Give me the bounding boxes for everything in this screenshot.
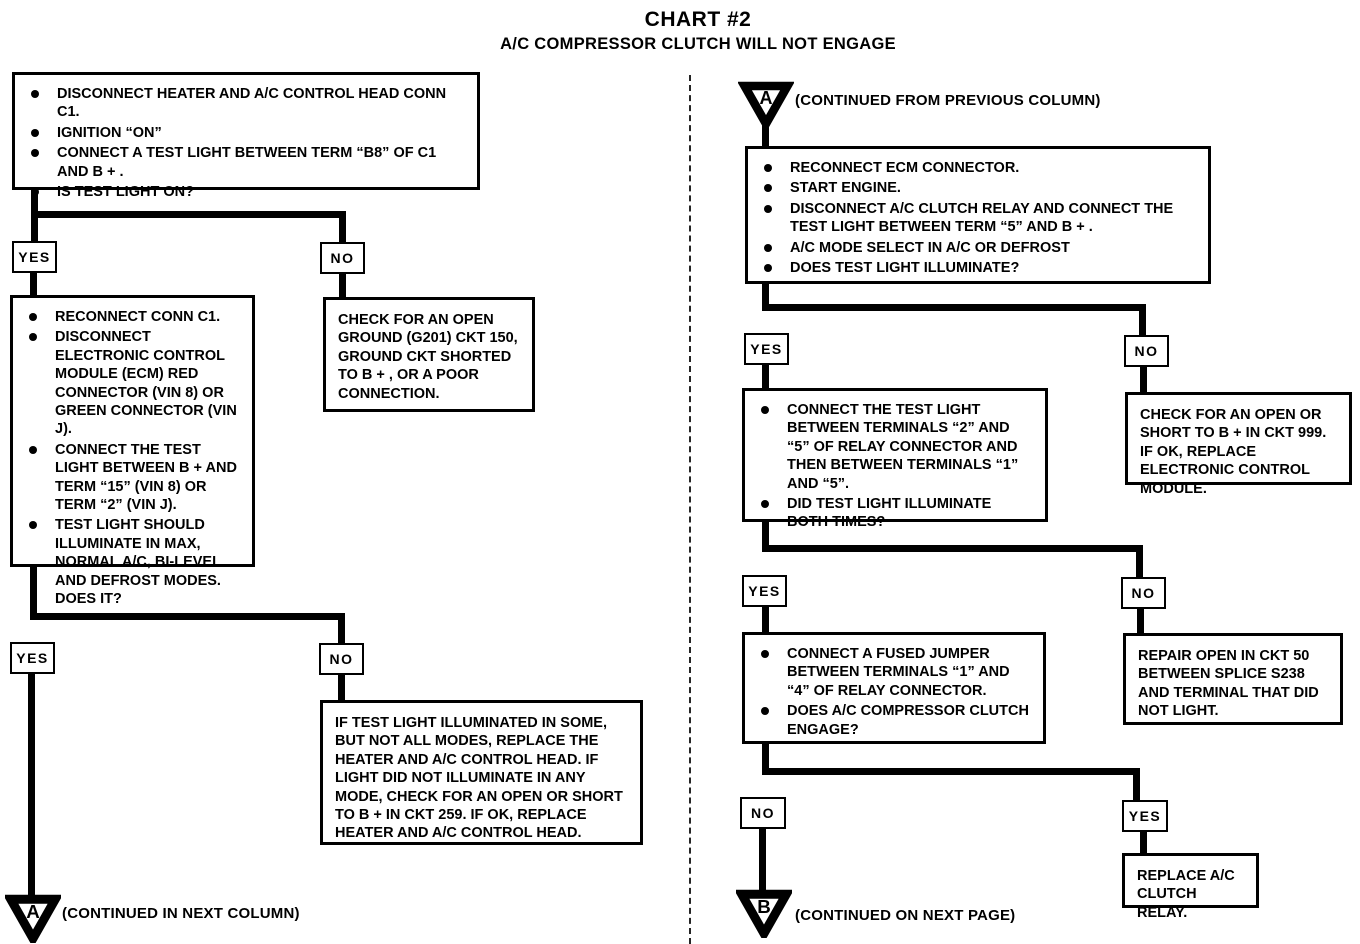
flow-line — [1139, 304, 1146, 336]
bullet-item — [757, 495, 1035, 532]
flow-line — [1133, 768, 1140, 802]
page-title: CHART #2 — [644, 8, 752, 31]
bullet-icon — [29, 446, 37, 454]
yes-label: YES — [742, 575, 787, 607]
connector-b-triangle — [736, 888, 792, 938]
action-box-replace-control-head: IF TEST LIGHT ILLUMINATED IN SOME, BUT NOT ALL MODES, REPLACE THE HEATER AND A/C CONTROL HEAD. IF LIGHT DID NOT ILLUMINATE IN ANY MODE, CHECK FOR AN OPEN OR SHORT TO B + IN CKT 259. IF OK, REPLACE HEATER AND A/C CONTROL HEAD. — [320, 700, 643, 845]
bullet-text: DID TEST LIGHT ILLUMINATE BOTH TIMES? — [787, 496, 992, 531]
connector-a-triangle — [5, 893, 61, 943]
bullet-item — [27, 144, 467, 181]
flow-line — [30, 273, 37, 297]
yes-label: YES — [1122, 800, 1168, 832]
bullet-text: DOES TEST LIGHT ILLUMINATE? — [790, 260, 1020, 277]
bullet-item — [25, 308, 242, 326]
bullet-icon — [764, 264, 772, 272]
connector-b-letter: B — [757, 896, 771, 917]
flow-line — [762, 365, 769, 389]
step-box-relay-connector-test — [742, 388, 1048, 531]
flow-line — [339, 211, 346, 244]
connector-a-letter: A — [759, 88, 773, 108]
bullet-icon — [29, 333, 37, 341]
bullet-item — [27, 85, 467, 122]
bullet-item — [25, 516, 242, 608]
bullet-icon — [31, 129, 39, 137]
bullet-text: DOES A/C COMPRESSOR CLUTCH ENGAGE? — [787, 703, 1029, 738]
connector-a-letter: A — [26, 901, 40, 922]
flow-line — [1140, 832, 1147, 855]
bullet-item — [760, 159, 1198, 177]
bullet-text: IS TEST LIGHT ON? — [57, 184, 194, 201]
bullet-icon — [31, 149, 39, 157]
action-box-repair-ckt-50: REPAIR OPEN IN CKT 50 BETWEEN SPLICE S238 AND TERMINAL THAT DID NOT LIGHT. — [1123, 633, 1343, 725]
step-box-ecm-test-light — [10, 295, 255, 608]
bullet-text: RECONNECT CONN C1. — [55, 309, 221, 325]
action-box-replace-clutch-relay: REPLACE A/C CLUTCH RELAY. — [1122, 853, 1259, 908]
flow-line — [762, 304, 1146, 311]
flow-line — [1137, 609, 1144, 635]
flow-line — [762, 607, 769, 632]
no-label: NO — [319, 643, 364, 675]
flow-line — [1140, 367, 1147, 393]
step-box-fused-jumper — [742, 632, 1046, 744]
bullet-item — [757, 645, 1033, 700]
bullet-item — [27, 183, 467, 201]
flow-line — [28, 674, 35, 902]
bullet-text: CONNECT THE TEST LIGHT BETWEEN TERMINALS “2” AND “5” OF RELAY CONNECTOR AND THEN BETWEEN TERMINALS “1” AND “5”. — [787, 402, 1019, 492]
flow-line — [1136, 545, 1143, 579]
bullet-text: RECONNECT ECM CONNECTOR. — [790, 160, 1020, 176]
flow-line — [338, 613, 345, 645]
continued-in-next-column-label: (CONTINUED IN NEXT COLUMN) — [62, 905, 300, 922]
flow-line — [759, 829, 766, 894]
bullet-text: DISCONNECT HEATER AND A/C CONTROL HEAD CONN C1. — [57, 86, 447, 121]
bullet-icon — [764, 184, 772, 192]
bullet-icon — [764, 164, 772, 172]
action-box-ckt-999: CHECK FOR AN OPEN OR SHORT TO B + IN CKT 999. IF OK, REPLACE ELECTRONIC CONTROL MODULE. — [1125, 392, 1352, 485]
page-subtitle: A/C COMPRESSOR CLUTCH WILL NOT ENGAGE — [500, 35, 896, 53]
flow-line — [762, 545, 1143, 552]
yes-label: YES — [10, 642, 55, 674]
action-box-check-open-ground: CHECK FOR AN OPEN GROUND (G201) CKT 150, GROUND CKT SHORTED TO B + , OR A POOR CONNECTION. — [323, 297, 535, 412]
flow-line — [338, 675, 345, 702]
bullet-icon — [764, 244, 772, 252]
bullet-item — [760, 239, 1198, 257]
bullet-icon — [29, 313, 37, 321]
no-label: NO — [1124, 335, 1169, 367]
bullet-icon — [764, 205, 772, 213]
title-block — [36, 8, 1360, 54]
flow-line — [31, 211, 346, 218]
bullet-text: CONNECT A TEST LIGHT BETWEEN TERM “B8” OF C1 AND B + . — [57, 145, 437, 180]
bullet-icon — [761, 707, 769, 715]
bullet-icon — [761, 650, 769, 658]
bullet-text: START ENGINE. — [790, 180, 901, 197]
flow-line — [30, 613, 345, 620]
bullet-icon — [761, 406, 769, 414]
yes-label: YES — [744, 333, 789, 365]
bullet-item — [25, 328, 242, 438]
flow-line — [762, 768, 1140, 775]
bullet-text: CONNECT THE TEST LIGHT BETWEEN B + AND TERM “15” (VIN 8) OR TERM “2” (VIN J). — [55, 441, 237, 514]
bullet-item — [760, 179, 1198, 197]
bullet-icon — [31, 90, 39, 98]
continued-on-next-page-label: (CONTINUED ON NEXT PAGE) — [795, 907, 1016, 924]
bullet-item — [757, 401, 1035, 493]
bullet-text: DISCONNECT A/C CLUTCH RELAY AND CONNECT THE TEST LIGHT BETWEEN TERM “5” AND B + . — [790, 200, 1174, 236]
bullet-item — [27, 124, 467, 142]
bullet-text: TEST LIGHT SHOULD ILLUMINATE IN MAX, NORMAL A/C, BI-LEVEL AND DEFROST MODES. DOES IT? — [55, 517, 221, 608]
bullet-item — [760, 200, 1198, 237]
flow-line — [762, 120, 769, 148]
step-box-test-light-c1 — [12, 72, 480, 201]
bullet-text: DISCONNECT ELECTRONIC CONTROL MODULE (ECM) RED CONNECTOR (VIN 8) OR GREEN CONNECTOR (VIN J). — [55, 329, 237, 438]
flow-line — [30, 567, 37, 617]
bullet-text: CONNECT A FUSED JUMPER BETWEEN TERMINALS “1” AND “4” OF RELAY CONNECTOR. — [787, 646, 1010, 699]
flow-line — [31, 211, 38, 243]
step-box-reconnect-ecm — [745, 146, 1211, 284]
bullet-item — [760, 259, 1198, 277]
no-label: NO — [740, 797, 786, 829]
yes-label: YES — [12, 241, 57, 273]
bullet-icon — [29, 521, 37, 529]
bullet-item — [25, 441, 242, 515]
bullet-icon — [761, 500, 769, 508]
bullet-text: IGNITION “ON” — [57, 124, 162, 141]
continued-from-previous-column-label: (CONTINUED FROM PREVIOUS COLUMN) — [795, 92, 1101, 109]
no-label: NO — [320, 242, 365, 274]
bullet-item — [757, 702, 1033, 739]
bullet-text: A/C MODE SELECT IN A/C OR DEFROST — [790, 239, 1070, 256]
column-divider — [689, 75, 691, 944]
flow-line — [339, 274, 346, 299]
no-label: NO — [1121, 577, 1166, 609]
